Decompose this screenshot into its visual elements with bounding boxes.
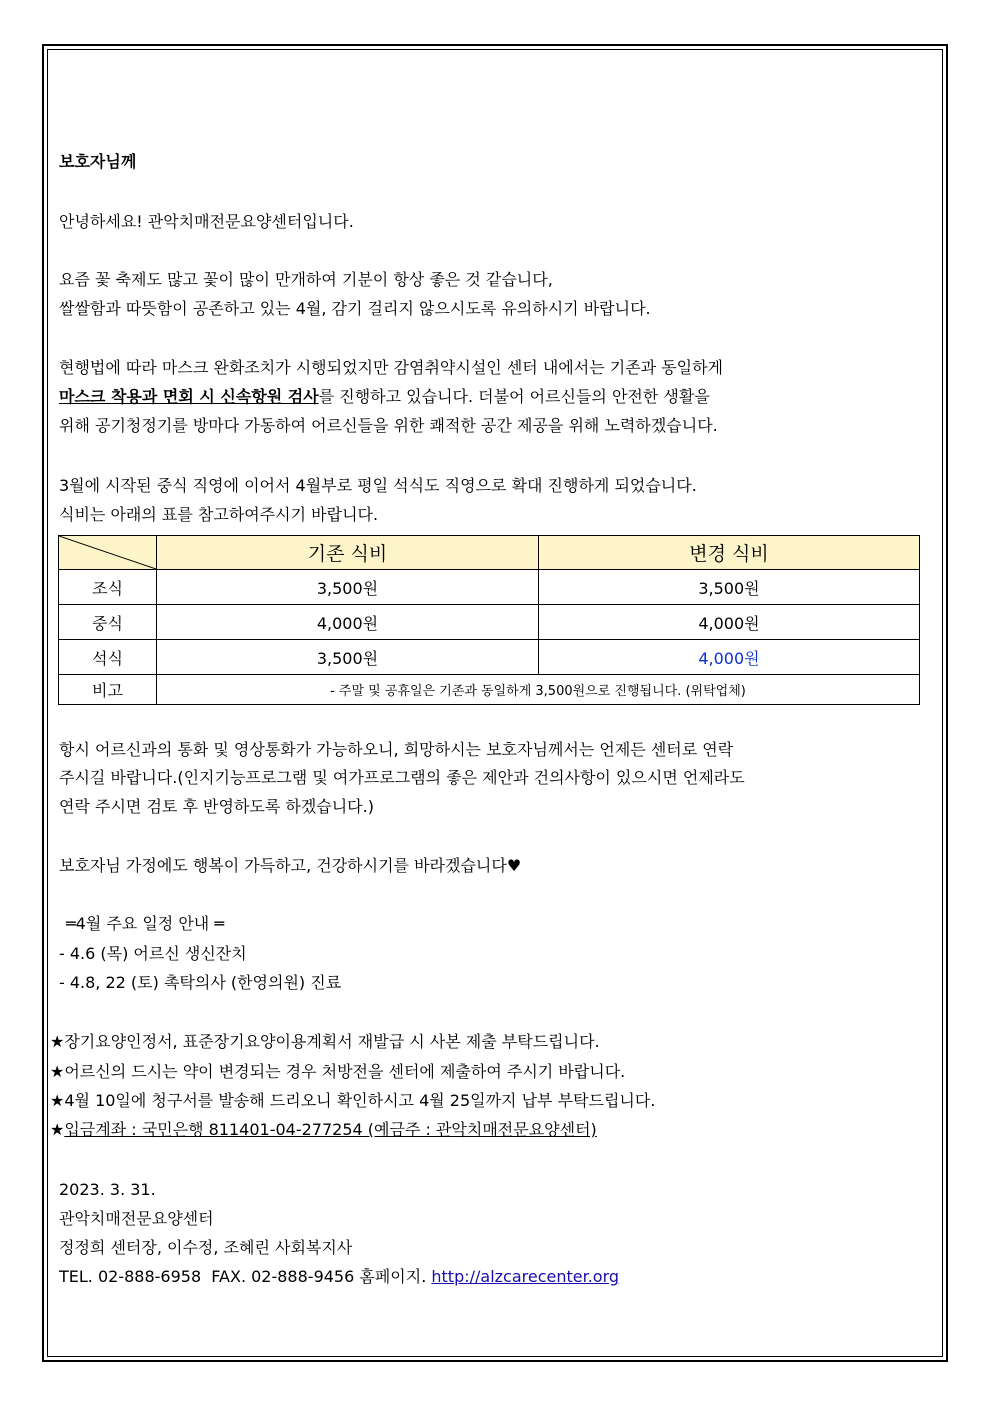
row-label: 중식 bbox=[59, 605, 157, 640]
para2-line2-rest: 를 진행하고 있습니다. 더불어 어르신들의 안전한 생활을 bbox=[318, 387, 710, 406]
footer-date: 2023. 3. 31. bbox=[59, 1180, 156, 1199]
new-fee-cell-highlighted: 4,000원 bbox=[539, 640, 920, 675]
para4-line1: 항시 어르신과의 통화 및 영상통화가 가능하오니, 희망하시는 보호자님께서는 언제든 센터로 연락 bbox=[59, 740, 734, 759]
note-text: - 주말 및 공휴일은 기존과 동일하게 3,500원으로 진행됩니다. (위탁업체) bbox=[157, 675, 920, 705]
para1-line1: 요즘 꽃 축제도 많고 꽃이 많이 만개하여 기분이 항상 좋은 것 같습니다, bbox=[59, 270, 553, 289]
table-note-row bbox=[59, 675, 920, 705]
greeting: 보호자님께 bbox=[59, 152, 137, 171]
table-row bbox=[59, 570, 920, 605]
para4-line3: 연락 주시면 검토 후 반영하도록 하겠습니다.) bbox=[59, 797, 374, 816]
diagonal-divider bbox=[59, 536, 156, 569]
account-info: 입금계좌 : 국민은행 811401-04-277254 (예금주 : 관악치매전문요양센터) bbox=[64, 1120, 597, 1139]
intro-line: 안녕하세요! 관악치매전문요양센터입니다. bbox=[59, 212, 354, 231]
row-label: 조식 bbox=[59, 570, 157, 605]
account-line bbox=[50, 1120, 597, 1140]
para4-line2: 주시길 바랍니다.(인지기능프로그램 및 여가프로그램의 좋은 제안과 건의사항이 있으시면 언제라도 bbox=[59, 768, 745, 787]
table-corner-cell bbox=[59, 536, 157, 570]
table-row bbox=[59, 605, 920, 640]
notice-item: ★어르신의 드시는 약이 변경되는 경우 처방전을 센터에 제출하여 주시기 바랍니다. bbox=[50, 1062, 626, 1081]
schedule-item: - 4.8, 22 (토) 촉탁의사 (한영의원) 진료 bbox=[59, 973, 342, 992]
para2-line3: 위해 공기청정기를 방마다 가동하여 어르신들을 위한 쾌적한 공간 제공을 위해 노력하겠습니다. bbox=[59, 416, 718, 435]
old-fee-cell: 3,500원 bbox=[157, 640, 539, 675]
footer-staff: 정정희 센터장, 이수정, 조혜린 사회복지사 bbox=[59, 1238, 353, 1257]
contact-text: TEL. 02-888-6958 FAX. 02-888-9456 홈페이지. bbox=[59, 1267, 432, 1286]
footer-org: 관악치매전문요양센터 bbox=[59, 1209, 214, 1228]
para3-line2: 식비는 아래의 표를 참고하여주시기 바랍니다. bbox=[59, 505, 379, 524]
row-label: 석식 bbox=[59, 640, 157, 675]
mask-policy-emphasis: 마스크 착용과 면회 시 신속항원 검사 bbox=[59, 387, 319, 406]
notice-item: ★장기요양인정서, 표준장기요양이용계획서 재발급 시 사본 제출 부탁드립니다. bbox=[50, 1032, 600, 1051]
header-old-fee: 기존 식비 bbox=[157, 536, 539, 570]
new-fee-cell: 4,000원 bbox=[539, 605, 920, 640]
new-fee-cell: 3,500원 bbox=[539, 570, 920, 605]
footer-contact bbox=[59, 1267, 619, 1287]
schedule-title: ═4월 주요 일정 안내 ═ bbox=[66, 914, 224, 933]
para3-line1: 3월에 시작된 중식 직영에 이어서 4월부로 평일 석식도 직영으로 확대 진행하게 되었습니다. bbox=[59, 476, 697, 495]
old-fee-cell: 4,000원 bbox=[157, 605, 539, 640]
closing-line: 보호자님 가정에도 행복이 가득하고, 건강하시기를 바라겠습니다♥ bbox=[59, 856, 522, 875]
homepage-link[interactable]: http://alzcarecenter.org bbox=[431, 1267, 620, 1286]
notice-item: ★4월 10일에 청구서를 발송해 드리오니 확인하시고 4월 25일까지 납부 부탁드립니다. bbox=[50, 1091, 656, 1110]
old-fee-cell: 3,500원 bbox=[157, 570, 539, 605]
star-icon: ★ bbox=[50, 1120, 65, 1139]
para2-line2 bbox=[59, 387, 710, 407]
table-header-row bbox=[59, 536, 920, 570]
table-row bbox=[59, 640, 920, 675]
schedule-item: - 4.6 (목) 어르신 생신잔치 bbox=[59, 944, 247, 963]
header-new-fee: 변경 식비 bbox=[539, 536, 920, 570]
para1-line2: 쌀쌀함과 따뜻함이 공존하고 있는 4월, 감기 걸리지 않으시도록 유의하시기 바랍니다. bbox=[59, 299, 651, 318]
para2-line1: 현행법에 따라 마스크 완화조치가 시행되었지만 감염취약시설인 센터 내에서는 기존과 동일하게 bbox=[59, 358, 724, 377]
meal-fee-table bbox=[58, 535, 920, 705]
note-label: 비고 bbox=[59, 675, 157, 705]
